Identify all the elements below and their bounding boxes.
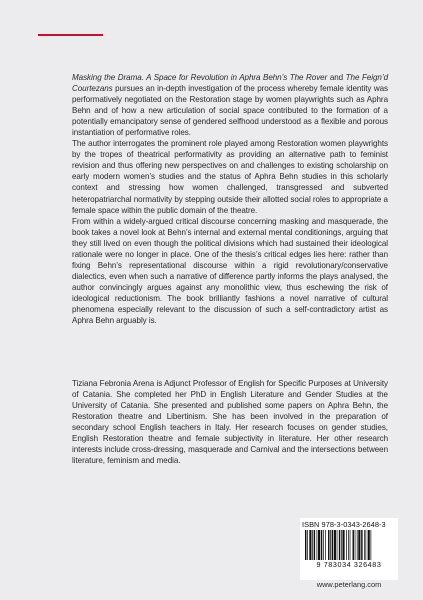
barcode-bar (325, 530, 326, 560)
barcode-bar (323, 530, 324, 560)
barcode-bar (355, 530, 356, 560)
barcode-bar (342, 530, 344, 560)
barcode-bar (364, 530, 365, 560)
barcode-bar (357, 530, 358, 560)
blurb-paragraph-1 (72, 72, 388, 138)
barcode-bar (337, 530, 338, 560)
barcode-panel (300, 518, 398, 580)
publisher-website: www.peterlang.com (316, 580, 382, 589)
blurb-paragraph-1-body: pursues an in-depth investigation of the process whereby female identity was performatively negotiated on the Restoration stage by women playwrights such as Aphra Behn and of how a new articulation of social space contributed to the formation of a potentially emancipatory sense of gendered selfhood understood as a flexible and porous instantiation of performative roles. (72, 84, 388, 138)
accent-rule (38, 34, 103, 36)
barcode-bar (365, 530, 366, 560)
barcode-bar (350, 530, 351, 560)
barcode-bar (328, 530, 329, 560)
play-title-italic: The Feign’d Courtezans (72, 73, 389, 94)
barcode-bar (361, 530, 362, 560)
barcode-bar (314, 530, 315, 560)
conjunction-text: and (327, 73, 346, 82)
blurb-paragraph-3: From within a widely-argued critical discourse concerning masking and masquerade, the book takes a novel look at Behn’s internal and external mental conditionings, arguing that they still lived on even though the political divisions which had sustained their ideological rationale were no longer in place. One of the thesis’s critical edges lies here: rather than fixing Behn’s representational discourse within a rigid revolutionary/conservative dialectics, even when such a narrative of difference partly informs the plays analysed, the author convincingly argues against any monolithic view, thus eschewing the risk of ideological reductionism. The book brilliantly fashions a novel narrative of cultural phenomena especially relevant to the discussion of such a self-contradictory artist as Aphra Behn arguably is. (72, 216, 388, 326)
barcode-icon (304, 530, 394, 560)
barcode-bar (353, 530, 354, 560)
blurb-paragraph-2: The author interrogates the prominent role played among Restoration women playwrights by the tropes of theatrical performativity as providing an alternative path to feminist revision and thus offering new perspectives on and challenges to existing scholarship on early modern women’s studies and the status of Aphra Behn studies in this scholarly context and stressing how women challenged, transgressed and subverted heteropatriarchal normativity by stepping outside their allotted social roles to appropriate a female space within the public domain of the theatre. (72, 139, 388, 215)
barcode-bar (348, 530, 349, 560)
barcode-bar (330, 530, 331, 560)
barcode-bar (334, 530, 336, 560)
barcode-bar (318, 530, 320, 560)
barcode-bar (368, 530, 370, 560)
barcode-bar (346, 530, 347, 560)
barcode-bar (332, 530, 333, 560)
isbn-label: ISBN 978-3-0343-2648-3 (302, 520, 386, 529)
barcode-bar (358, 530, 360, 560)
barcode-bar (307, 530, 308, 560)
barcode-bar (321, 530, 322, 560)
barcode-digits: 9 783034 326483 (316, 560, 382, 569)
barcode-bar (312, 530, 313, 560)
book-title-italic: Masking the Drama. A Space for Revolution in Aphra Behn’s The Rover (72, 73, 328, 82)
author-biography: Tiziana Febronia Arena is Adjunct Professor of English for Specific Purposes at University of Catania. She completed her PhD in English Literature and Gender Studies at the University of Catania. She presented and published some papers on Aphra Behn, the Restoration theatre and Libertinism. She has been involved in the preparation of secondary school English teachers in Italy. Her research focuses on gender studies, English Restoration theatre and female subjectivity in literature. Her other research interests include cross-dressing, masquerade and Carnival and the intersections between literature, feminism and media. (72, 379, 388, 466)
barcode-bar (339, 530, 340, 560)
book-description (72, 72, 388, 326)
barcode-bar (309, 530, 311, 560)
barcode-bar (317, 530, 318, 560)
barcode-bar (341, 530, 342, 560)
barcode-bar (305, 530, 306, 560)
barcode-bar (371, 530, 372, 560)
